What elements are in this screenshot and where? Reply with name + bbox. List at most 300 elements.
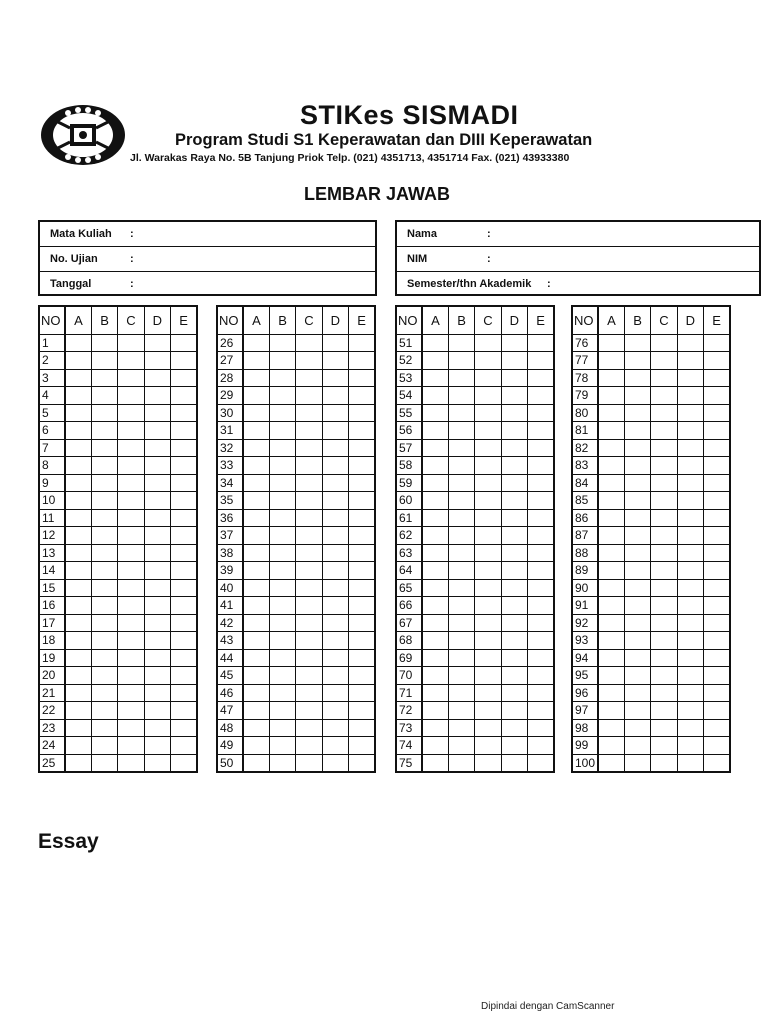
answer-cell-a[interactable] bbox=[65, 737, 91, 755]
answer-cell-b[interactable] bbox=[624, 369, 650, 387]
answer-cell-a[interactable] bbox=[65, 509, 91, 527]
answer-cell-b[interactable] bbox=[269, 649, 295, 667]
answer-cell-d[interactable] bbox=[501, 422, 527, 440]
answer-cell-c[interactable] bbox=[296, 649, 322, 667]
answer-cell-c[interactable] bbox=[296, 614, 322, 632]
answer-cell-e[interactable] bbox=[349, 684, 375, 702]
answer-cell-a[interactable] bbox=[65, 544, 91, 562]
answer-cell-b[interactable] bbox=[91, 614, 117, 632]
answer-cell-c[interactable] bbox=[475, 369, 501, 387]
answer-cell-c[interactable] bbox=[651, 684, 677, 702]
answer-cell-c[interactable] bbox=[651, 579, 677, 597]
answer-cell-e[interactable] bbox=[528, 422, 554, 440]
answer-cell-e[interactable] bbox=[528, 597, 554, 615]
answer-cell-b[interactable] bbox=[448, 632, 474, 650]
answer-cell-c[interactable] bbox=[118, 544, 144, 562]
answer-cell-e[interactable] bbox=[704, 614, 730, 632]
answer-cell-d[interactable] bbox=[144, 649, 170, 667]
answer-cell-b[interactable] bbox=[91, 649, 117, 667]
answer-cell-e[interactable] bbox=[528, 404, 554, 422]
answer-cell-e[interactable] bbox=[704, 492, 730, 510]
answer-cell-a[interactable] bbox=[598, 737, 624, 755]
answer-cell-d[interactable] bbox=[677, 387, 703, 405]
answer-cell-c[interactable] bbox=[118, 562, 144, 580]
answer-cell-e[interactable] bbox=[349, 527, 375, 545]
answer-cell-e[interactable] bbox=[349, 387, 375, 405]
answer-cell-b[interactable] bbox=[448, 404, 474, 422]
answer-cell-d[interactable] bbox=[677, 737, 703, 755]
answer-cell-d[interactable] bbox=[501, 597, 527, 615]
answer-cell-a[interactable] bbox=[598, 667, 624, 685]
answer-cell-a[interactable] bbox=[243, 457, 269, 475]
answer-cell-e[interactable] bbox=[704, 352, 730, 370]
answer-cell-a[interactable] bbox=[422, 562, 448, 580]
answer-cell-c[interactable] bbox=[651, 422, 677, 440]
answer-cell-c[interactable] bbox=[651, 369, 677, 387]
answer-cell-b[interactable] bbox=[448, 754, 474, 772]
answer-cell-b[interactable] bbox=[91, 527, 117, 545]
answer-cell-a[interactable] bbox=[243, 387, 269, 405]
answer-cell-e[interactable] bbox=[704, 684, 730, 702]
answer-cell-e[interactable] bbox=[171, 702, 197, 720]
answer-cell-d[interactable] bbox=[144, 352, 170, 370]
answer-cell-c[interactable] bbox=[118, 684, 144, 702]
answer-cell-d[interactable] bbox=[501, 579, 527, 597]
answer-cell-a[interactable] bbox=[422, 422, 448, 440]
answer-cell-d[interactable] bbox=[322, 387, 348, 405]
answer-cell-c[interactable] bbox=[296, 439, 322, 457]
answer-cell-a[interactable] bbox=[422, 404, 448, 422]
answer-cell-b[interactable] bbox=[269, 422, 295, 440]
answer-cell-a[interactable] bbox=[422, 527, 448, 545]
answer-cell-c[interactable] bbox=[118, 614, 144, 632]
answer-cell-e[interactable] bbox=[171, 667, 197, 685]
answer-cell-d[interactable] bbox=[501, 527, 527, 545]
answer-cell-c[interactable] bbox=[475, 422, 501, 440]
answer-cell-e[interactable] bbox=[349, 702, 375, 720]
answer-cell-a[interactable] bbox=[65, 667, 91, 685]
answer-cell-b[interactable] bbox=[91, 369, 117, 387]
answer-cell-c[interactable] bbox=[475, 492, 501, 510]
answer-cell-b[interactable] bbox=[91, 737, 117, 755]
answer-cell-c[interactable] bbox=[475, 649, 501, 667]
field-no-ujian[interactable] bbox=[40, 247, 375, 272]
answer-cell-e[interactable] bbox=[528, 544, 554, 562]
answer-cell-c[interactable] bbox=[296, 509, 322, 527]
answer-cell-d[interactable] bbox=[322, 737, 348, 755]
answer-cell-c[interactable] bbox=[296, 544, 322, 562]
answer-cell-b[interactable] bbox=[269, 527, 295, 545]
answer-cell-c[interactable] bbox=[118, 737, 144, 755]
answer-cell-d[interactable] bbox=[677, 562, 703, 580]
answer-cell-c[interactable] bbox=[475, 509, 501, 527]
answer-cell-d[interactable] bbox=[677, 579, 703, 597]
answer-cell-a[interactable] bbox=[243, 562, 269, 580]
answer-cell-d[interactable] bbox=[322, 562, 348, 580]
answer-cell-a[interactable] bbox=[422, 457, 448, 475]
answer-cell-a[interactable] bbox=[65, 562, 91, 580]
answer-cell-e[interactable] bbox=[349, 474, 375, 492]
answer-cell-b[interactable] bbox=[269, 702, 295, 720]
answer-cell-d[interactable] bbox=[501, 387, 527, 405]
answer-cell-e[interactable] bbox=[349, 649, 375, 667]
answer-cell-d[interactable] bbox=[677, 614, 703, 632]
answer-cell-d[interactable] bbox=[501, 369, 527, 387]
answer-cell-c[interactable] bbox=[118, 369, 144, 387]
answer-cell-a[interactable] bbox=[243, 404, 269, 422]
answer-cell-e[interactable] bbox=[171, 632, 197, 650]
answer-cell-e[interactable] bbox=[704, 527, 730, 545]
answer-cell-a[interactable] bbox=[65, 754, 91, 772]
answer-cell-d[interactable] bbox=[144, 614, 170, 632]
answer-cell-b[interactable] bbox=[269, 369, 295, 387]
answer-cell-e[interactable] bbox=[171, 527, 197, 545]
answer-cell-d[interactable] bbox=[677, 439, 703, 457]
answer-cell-c[interactable] bbox=[475, 457, 501, 475]
answer-cell-c[interactable] bbox=[651, 492, 677, 510]
field-nim[interactable] bbox=[397, 247, 759, 272]
answer-cell-c[interactable] bbox=[296, 667, 322, 685]
answer-cell-c[interactable] bbox=[475, 562, 501, 580]
answer-cell-b[interactable] bbox=[448, 544, 474, 562]
answer-cell-c[interactable] bbox=[296, 719, 322, 737]
answer-cell-b[interactable] bbox=[269, 754, 295, 772]
answer-cell-a[interactable] bbox=[65, 527, 91, 545]
answer-cell-b[interactable] bbox=[91, 667, 117, 685]
answer-cell-a[interactable] bbox=[243, 614, 269, 632]
answer-cell-a[interactable] bbox=[422, 334, 448, 352]
answer-cell-e[interactable] bbox=[171, 649, 197, 667]
answer-cell-e[interactable] bbox=[349, 492, 375, 510]
answer-cell-e[interactable] bbox=[349, 457, 375, 475]
answer-cell-a[interactable] bbox=[422, 667, 448, 685]
answer-cell-c[interactable] bbox=[296, 737, 322, 755]
answer-cell-d[interactable] bbox=[144, 702, 170, 720]
answer-cell-a[interactable] bbox=[243, 649, 269, 667]
answer-cell-c[interactable] bbox=[296, 474, 322, 492]
answer-cell-a[interactable] bbox=[598, 422, 624, 440]
answer-cell-d[interactable] bbox=[501, 334, 527, 352]
answer-cell-e[interactable] bbox=[704, 334, 730, 352]
answer-cell-c[interactable] bbox=[651, 544, 677, 562]
answer-cell-b[interactable] bbox=[91, 544, 117, 562]
answer-cell-a[interactable] bbox=[243, 632, 269, 650]
answer-cell-d[interactable] bbox=[322, 457, 348, 475]
field-semester[interactable] bbox=[397, 272, 759, 297]
answer-cell-a[interactable] bbox=[243, 527, 269, 545]
answer-cell-b[interactable] bbox=[624, 737, 650, 755]
answer-cell-b[interactable] bbox=[624, 649, 650, 667]
answer-cell-d[interactable] bbox=[501, 649, 527, 667]
answer-cell-c[interactable] bbox=[296, 579, 322, 597]
answer-cell-b[interactable] bbox=[91, 754, 117, 772]
answer-cell-c[interactable] bbox=[475, 439, 501, 457]
answer-cell-b[interactable] bbox=[448, 649, 474, 667]
answer-cell-b[interactable] bbox=[448, 737, 474, 755]
answer-cell-e[interactable] bbox=[704, 544, 730, 562]
answer-cell-d[interactable] bbox=[322, 492, 348, 510]
answer-cell-b[interactable] bbox=[448, 369, 474, 387]
answer-cell-d[interactable] bbox=[322, 754, 348, 772]
answer-cell-b[interactable] bbox=[269, 387, 295, 405]
answer-cell-b[interactable] bbox=[269, 737, 295, 755]
answer-cell-b[interactable] bbox=[448, 579, 474, 597]
answer-cell-e[interactable] bbox=[171, 579, 197, 597]
answer-cell-c[interactable] bbox=[296, 702, 322, 720]
answer-cell-c[interactable] bbox=[118, 597, 144, 615]
answer-cell-d[interactable] bbox=[677, 527, 703, 545]
answer-cell-a[interactable] bbox=[243, 439, 269, 457]
answer-cell-c[interactable] bbox=[296, 457, 322, 475]
answer-cell-b[interactable] bbox=[448, 702, 474, 720]
answer-cell-b[interactable] bbox=[269, 684, 295, 702]
answer-cell-e[interactable] bbox=[171, 492, 197, 510]
answer-cell-b[interactable] bbox=[269, 457, 295, 475]
answer-cell-d[interactable] bbox=[501, 719, 527, 737]
answer-cell-e[interactable] bbox=[171, 457, 197, 475]
answer-cell-d[interactable] bbox=[677, 474, 703, 492]
answer-cell-c[interactable] bbox=[296, 684, 322, 702]
answer-cell-e[interactable] bbox=[171, 684, 197, 702]
answer-cell-b[interactable] bbox=[91, 597, 117, 615]
answer-cell-b[interactable] bbox=[624, 509, 650, 527]
answer-cell-b[interactable] bbox=[91, 457, 117, 475]
answer-cell-c[interactable] bbox=[296, 334, 322, 352]
answer-cell-a[interactable] bbox=[65, 352, 91, 370]
answer-cell-a[interactable] bbox=[598, 614, 624, 632]
answer-cell-a[interactable] bbox=[598, 649, 624, 667]
answer-cell-b[interactable] bbox=[91, 579, 117, 597]
answer-cell-c[interactable] bbox=[651, 702, 677, 720]
answer-cell-d[interactable] bbox=[144, 509, 170, 527]
answer-cell-e[interactable] bbox=[704, 719, 730, 737]
answer-cell-e[interactable] bbox=[349, 719, 375, 737]
answer-cell-d[interactable] bbox=[677, 422, 703, 440]
answer-cell-d[interactable] bbox=[501, 492, 527, 510]
answer-cell-d[interactable] bbox=[144, 667, 170, 685]
answer-cell-a[interactable] bbox=[65, 422, 91, 440]
answer-cell-b[interactable] bbox=[91, 562, 117, 580]
answer-cell-c[interactable] bbox=[296, 492, 322, 510]
answer-cell-a[interactable] bbox=[243, 369, 269, 387]
answer-cell-d[interactable] bbox=[501, 684, 527, 702]
answer-cell-a[interactable] bbox=[65, 404, 91, 422]
answer-cell-b[interactable] bbox=[91, 422, 117, 440]
answer-cell-e[interactable] bbox=[704, 579, 730, 597]
answer-cell-a[interactable] bbox=[598, 387, 624, 405]
answer-cell-b[interactable] bbox=[624, 439, 650, 457]
answer-cell-b[interactable] bbox=[624, 597, 650, 615]
answer-cell-c[interactable] bbox=[651, 754, 677, 772]
answer-cell-e[interactable] bbox=[528, 369, 554, 387]
answer-cell-d[interactable] bbox=[144, 387, 170, 405]
answer-cell-a[interactable] bbox=[598, 754, 624, 772]
answer-cell-b[interactable] bbox=[91, 632, 117, 650]
answer-cell-b[interactable] bbox=[91, 684, 117, 702]
answer-cell-e[interactable] bbox=[704, 387, 730, 405]
answer-cell-e[interactable] bbox=[528, 387, 554, 405]
answer-cell-e[interactable] bbox=[349, 544, 375, 562]
answer-cell-c[interactable] bbox=[651, 597, 677, 615]
answer-cell-e[interactable] bbox=[349, 754, 375, 772]
answer-cell-c[interactable] bbox=[118, 667, 144, 685]
answer-cell-c[interactable] bbox=[475, 737, 501, 755]
answer-cell-c[interactable] bbox=[651, 667, 677, 685]
answer-cell-c[interactable] bbox=[651, 439, 677, 457]
answer-cell-c[interactable] bbox=[475, 527, 501, 545]
answer-cell-d[interactable] bbox=[322, 667, 348, 685]
answer-cell-b[interactable] bbox=[91, 702, 117, 720]
answer-cell-a[interactable] bbox=[598, 474, 624, 492]
answer-cell-c[interactable] bbox=[118, 632, 144, 650]
answer-cell-c[interactable] bbox=[296, 754, 322, 772]
answer-cell-a[interactable] bbox=[598, 579, 624, 597]
answer-cell-a[interactable] bbox=[422, 579, 448, 597]
answer-cell-c[interactable] bbox=[475, 579, 501, 597]
answer-cell-e[interactable] bbox=[171, 404, 197, 422]
answer-cell-d[interactable] bbox=[677, 719, 703, 737]
answer-cell-c[interactable] bbox=[118, 404, 144, 422]
answer-cell-d[interactable] bbox=[501, 352, 527, 370]
answer-cell-e[interactable] bbox=[349, 404, 375, 422]
answer-cell-c[interactable] bbox=[118, 527, 144, 545]
answer-cell-a[interactable] bbox=[422, 737, 448, 755]
answer-cell-e[interactable] bbox=[349, 439, 375, 457]
answer-cell-b[interactable] bbox=[269, 562, 295, 580]
answer-cell-e[interactable] bbox=[528, 649, 554, 667]
answer-cell-b[interactable] bbox=[269, 719, 295, 737]
answer-cell-b[interactable] bbox=[624, 667, 650, 685]
answer-cell-b[interactable] bbox=[448, 334, 474, 352]
answer-cell-b[interactable] bbox=[269, 544, 295, 562]
answer-cell-c[interactable] bbox=[475, 632, 501, 650]
answer-cell-a[interactable] bbox=[422, 632, 448, 650]
answer-cell-a[interactable] bbox=[598, 719, 624, 737]
answer-cell-e[interactable] bbox=[171, 352, 197, 370]
answer-cell-e[interactable] bbox=[528, 719, 554, 737]
answer-cell-e[interactable] bbox=[528, 352, 554, 370]
answer-cell-d[interactable] bbox=[501, 457, 527, 475]
answer-cell-c[interactable] bbox=[118, 474, 144, 492]
answer-cell-b[interactable] bbox=[269, 474, 295, 492]
answer-cell-c[interactable] bbox=[475, 719, 501, 737]
answer-cell-a[interactable] bbox=[598, 527, 624, 545]
answer-cell-b[interactable] bbox=[624, 702, 650, 720]
answer-cell-d[interactable] bbox=[501, 404, 527, 422]
answer-cell-d[interactable] bbox=[144, 632, 170, 650]
answer-cell-b[interactable] bbox=[448, 352, 474, 370]
answer-cell-c[interactable] bbox=[296, 422, 322, 440]
answer-cell-b[interactable] bbox=[448, 527, 474, 545]
answer-cell-d[interactable] bbox=[677, 492, 703, 510]
answer-cell-a[interactable] bbox=[598, 597, 624, 615]
answer-cell-a[interactable] bbox=[65, 597, 91, 615]
answer-cell-c[interactable] bbox=[118, 352, 144, 370]
answer-cell-e[interactable] bbox=[171, 509, 197, 527]
answer-cell-a[interactable] bbox=[598, 457, 624, 475]
answer-cell-b[interactable] bbox=[448, 684, 474, 702]
answer-cell-a[interactable] bbox=[65, 369, 91, 387]
answer-cell-c[interactable] bbox=[118, 334, 144, 352]
answer-cell-e[interactable] bbox=[528, 474, 554, 492]
answer-cell-d[interactable] bbox=[677, 369, 703, 387]
answer-cell-d[interactable] bbox=[322, 527, 348, 545]
answer-cell-c[interactable] bbox=[475, 474, 501, 492]
answer-cell-c[interactable] bbox=[651, 719, 677, 737]
answer-cell-d[interactable] bbox=[501, 702, 527, 720]
answer-cell-c[interactable] bbox=[118, 439, 144, 457]
answer-cell-a[interactable] bbox=[422, 702, 448, 720]
answer-cell-e[interactable] bbox=[704, 667, 730, 685]
answer-cell-e[interactable] bbox=[349, 579, 375, 597]
answer-cell-d[interactable] bbox=[677, 404, 703, 422]
answer-cell-a[interactable] bbox=[65, 632, 91, 650]
answer-cell-c[interactable] bbox=[651, 737, 677, 755]
answer-cell-a[interactable] bbox=[243, 509, 269, 527]
answer-cell-b[interactable] bbox=[269, 492, 295, 510]
answer-cell-a[interactable] bbox=[65, 719, 91, 737]
answer-cell-c[interactable] bbox=[296, 597, 322, 615]
answer-cell-c[interactable] bbox=[651, 404, 677, 422]
answer-cell-d[interactable] bbox=[677, 632, 703, 650]
answer-cell-b[interactable] bbox=[624, 422, 650, 440]
answer-cell-b[interactable] bbox=[624, 684, 650, 702]
answer-cell-b[interactable] bbox=[624, 387, 650, 405]
answer-cell-b[interactable] bbox=[269, 352, 295, 370]
answer-cell-b[interactable] bbox=[624, 562, 650, 580]
answer-cell-e[interactable] bbox=[528, 632, 554, 650]
answer-cell-c[interactable] bbox=[475, 754, 501, 772]
answer-cell-e[interactable] bbox=[171, 719, 197, 737]
answer-cell-a[interactable] bbox=[243, 422, 269, 440]
answer-cell-d[interactable] bbox=[322, 439, 348, 457]
answer-cell-c[interactable] bbox=[296, 527, 322, 545]
answer-cell-e[interactable] bbox=[171, 387, 197, 405]
answer-cell-c[interactable] bbox=[118, 492, 144, 510]
answer-cell-d[interactable] bbox=[322, 369, 348, 387]
answer-cell-a[interactable] bbox=[422, 509, 448, 527]
answer-cell-a[interactable] bbox=[243, 579, 269, 597]
answer-cell-d[interactable] bbox=[677, 649, 703, 667]
answer-cell-d[interactable] bbox=[322, 649, 348, 667]
answer-cell-b[interactable] bbox=[624, 404, 650, 422]
answer-cell-e[interactable] bbox=[171, 614, 197, 632]
answer-cell-a[interactable] bbox=[65, 702, 91, 720]
answer-cell-e[interactable] bbox=[704, 737, 730, 755]
answer-cell-e[interactable] bbox=[528, 334, 554, 352]
answer-cell-d[interactable] bbox=[322, 509, 348, 527]
answer-cell-c[interactable] bbox=[475, 352, 501, 370]
answer-cell-e[interactable] bbox=[528, 509, 554, 527]
answer-cell-c[interactable] bbox=[118, 387, 144, 405]
answer-cell-d[interactable] bbox=[677, 509, 703, 527]
answer-cell-a[interactable] bbox=[65, 492, 91, 510]
answer-cell-e[interactable] bbox=[704, 649, 730, 667]
answer-cell-b[interactable] bbox=[448, 597, 474, 615]
answer-cell-a[interactable] bbox=[422, 754, 448, 772]
answer-cell-a[interactable] bbox=[65, 614, 91, 632]
answer-cell-c[interactable] bbox=[651, 457, 677, 475]
answer-cell-b[interactable] bbox=[269, 667, 295, 685]
answer-cell-a[interactable] bbox=[65, 334, 91, 352]
answer-cell-d[interactable] bbox=[322, 422, 348, 440]
answer-cell-a[interactable] bbox=[598, 632, 624, 650]
answer-cell-a[interactable] bbox=[422, 387, 448, 405]
answer-cell-e[interactable] bbox=[528, 579, 554, 597]
answer-cell-b[interactable] bbox=[91, 474, 117, 492]
answer-cell-a[interactable] bbox=[598, 352, 624, 370]
answer-cell-a[interactable] bbox=[422, 719, 448, 737]
